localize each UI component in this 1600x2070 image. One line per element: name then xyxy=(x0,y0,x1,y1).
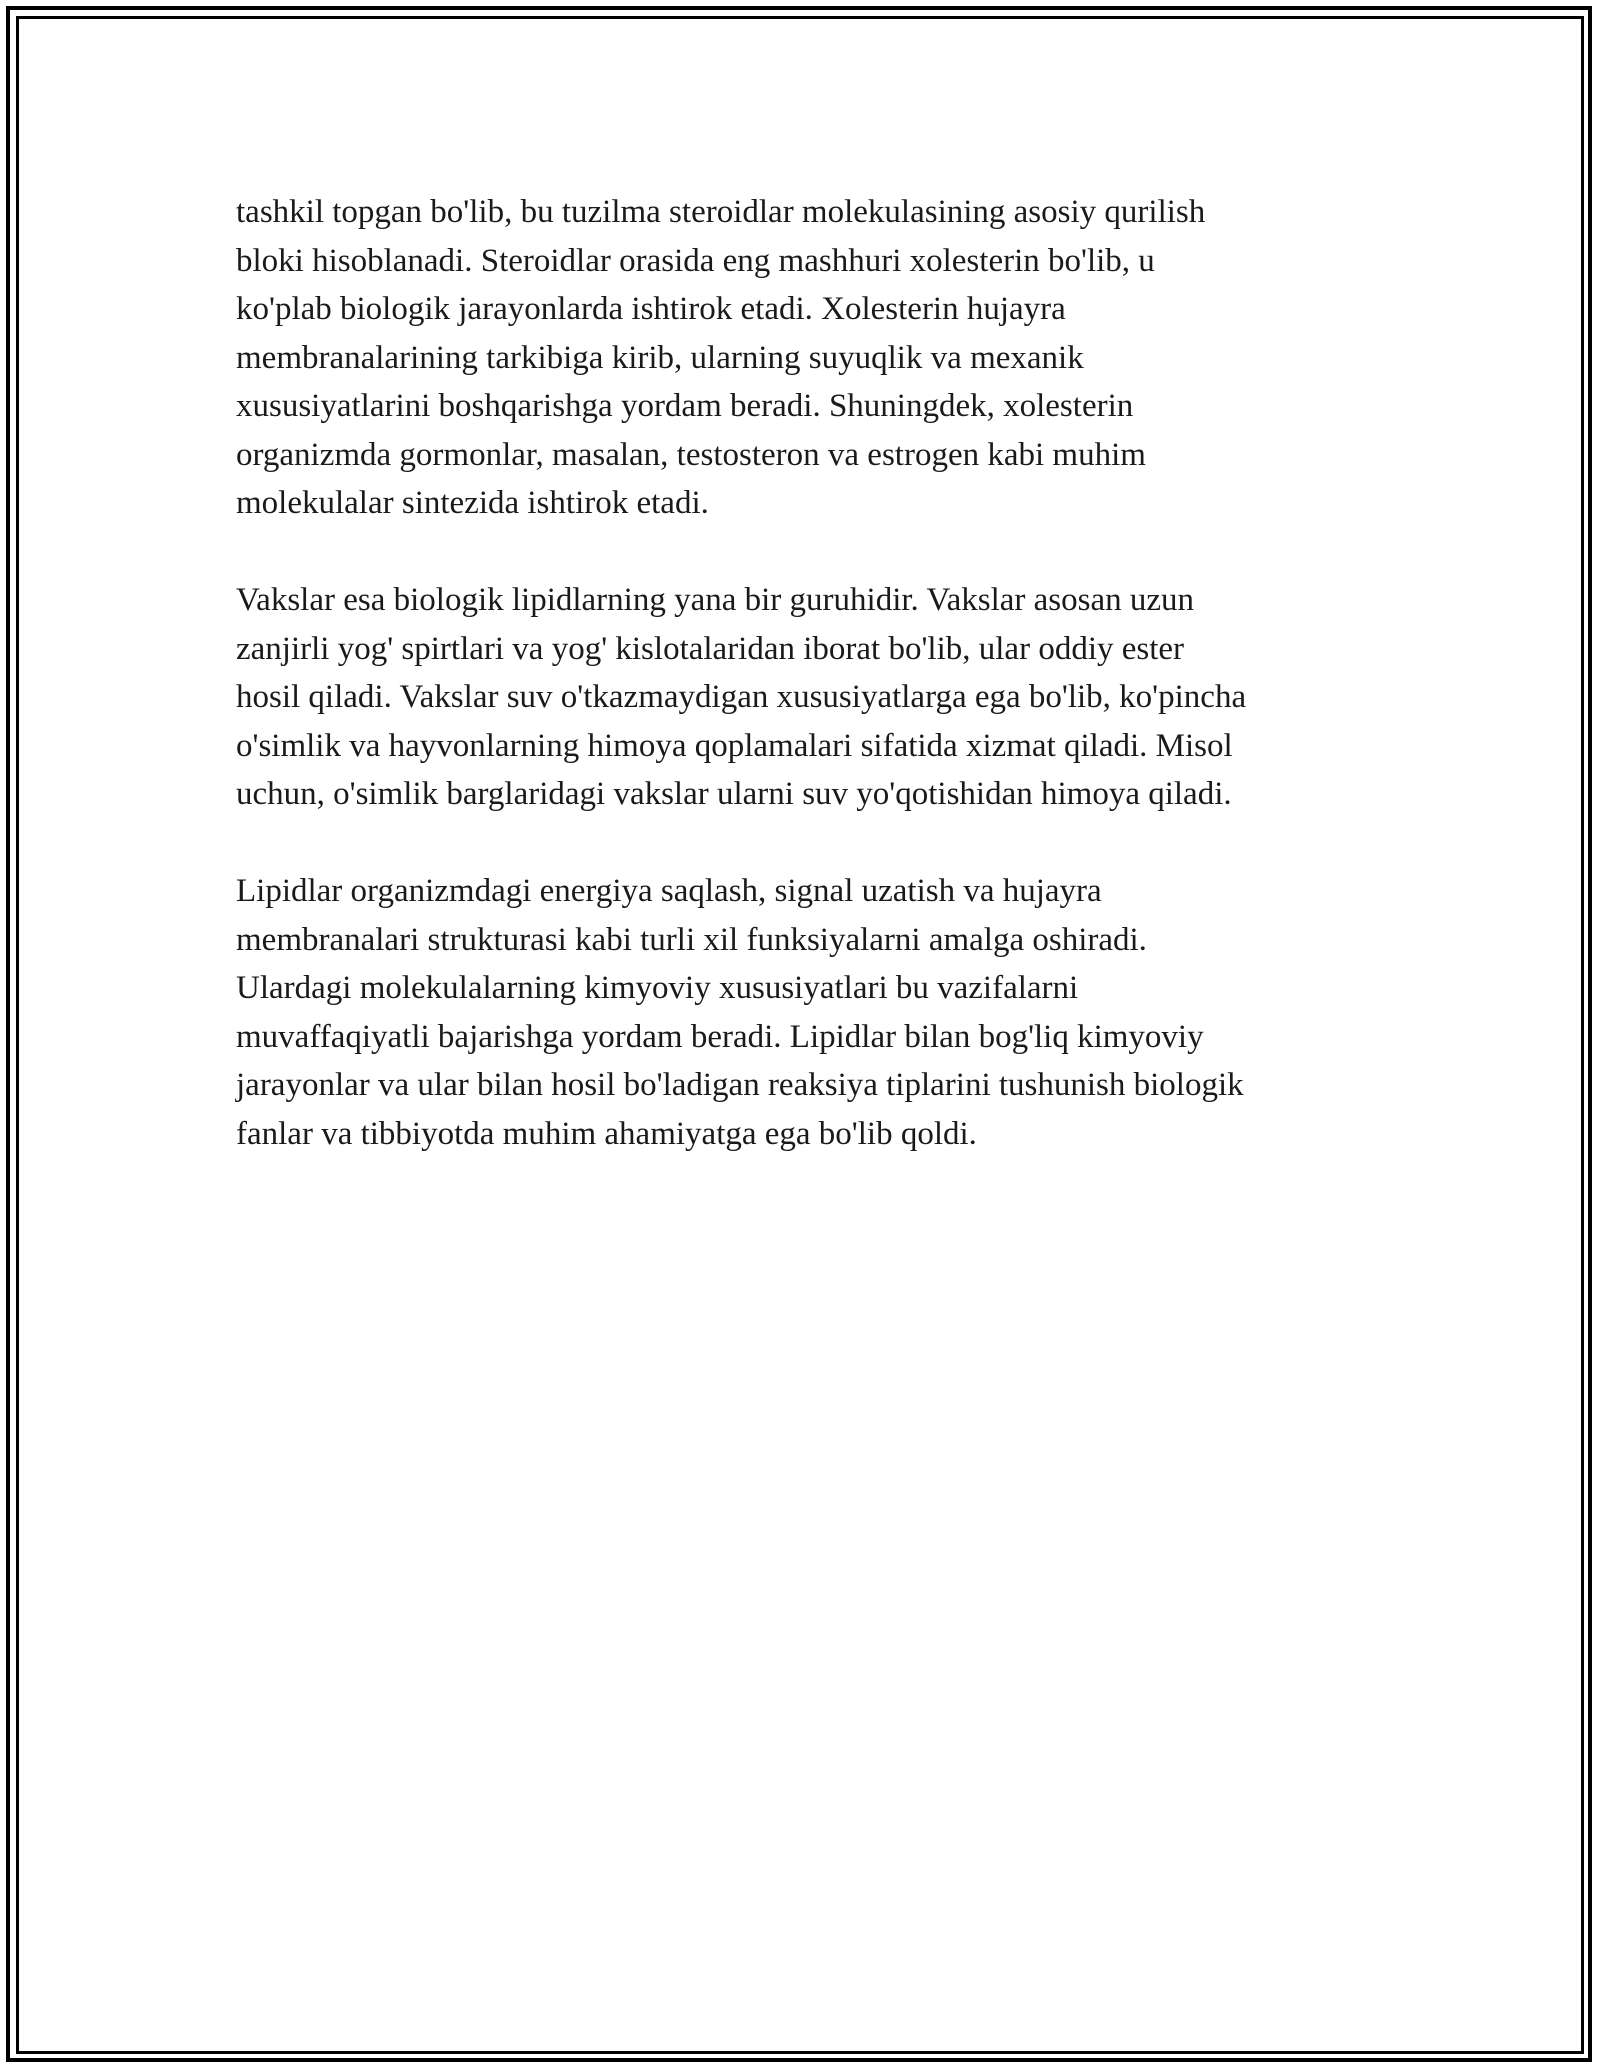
paragraph-waxes xyxy=(236,576,1386,819)
text-line: Ulardagi molekulalarning kimyoviy xususiyatlari bu vazifalarni xyxy=(236,970,1079,1006)
text-line: Lipidlar organizmdagi energiya saqlash, signal uzatish va hujayra xyxy=(236,873,1102,909)
text-line: organizmda gormonlar, masalan, testosteron va estrogen kabi muhim xyxy=(236,436,1146,473)
text-line: molekulalar sintezida ishtirok etadi. xyxy=(236,485,709,521)
text-line: uchun, o'simlik barglaridagi vakslar ularni suv yo'qotishidan himoya qiladi. xyxy=(236,776,1232,812)
text-line: Vakslar esa biologik lipidlarning yana bir guruhidir. Vakslar asosan uzun xyxy=(236,582,1195,618)
text-line: muvaffaqiyatli bajarishga yordam beradi. Lipidlar bilan bog'liq kimyoviy xyxy=(236,1018,1204,1055)
text-line: fanlar va tibbiyotda muhim ahamiyatga ega bo'lib qoldi. xyxy=(236,1115,977,1152)
text-line: hosil qiladi. Vakslar suv o'tkazmaydigan xususiyatlarga ega bo'lib, ko'pincha xyxy=(236,679,1247,715)
document-body xyxy=(236,188,1386,1207)
text-line: ko'plab biologik jarayonlarda ishtirok etadi. Xolesterin hujayra xyxy=(236,291,1066,327)
text-line: membranalarining tarkibiga kirib, ularning suyuqlik va mexanik xyxy=(236,339,1084,376)
paragraph-lipid-functions xyxy=(236,867,1386,1158)
paragraph-steroids xyxy=(236,188,1386,528)
text-line: xususiyatlarini boshqarishga yordam beradi. Shuningdek, xolesterin xyxy=(236,388,1134,424)
text-line: membranalari strukturasi kabi turli xil funksiyalarni amalga oshiradi. xyxy=(236,921,1147,958)
text-line: zanjirli yog' spirtlari va yog' kislotalaridan iborat bo'lib, ular oddiy ester xyxy=(236,630,1185,667)
text-line: bloki hisoblanadi. Steroidlar orasida eng mashhuri xolesterin bo'lib, u xyxy=(236,242,1155,279)
text-line: tashkil topgan bo'lib, bu tuzilma steroidlar molekulasining asosiy qurilish xyxy=(236,194,1206,230)
text-line: o'simlik va hayvonlarning himoya qoplamalari sifatida xizmat qiladi. Misol xyxy=(236,727,1233,764)
text-line: jarayonlar va ular bilan hosil bo'ladigan reaksiya tiplarini tushunish biologik xyxy=(236,1067,1244,1103)
